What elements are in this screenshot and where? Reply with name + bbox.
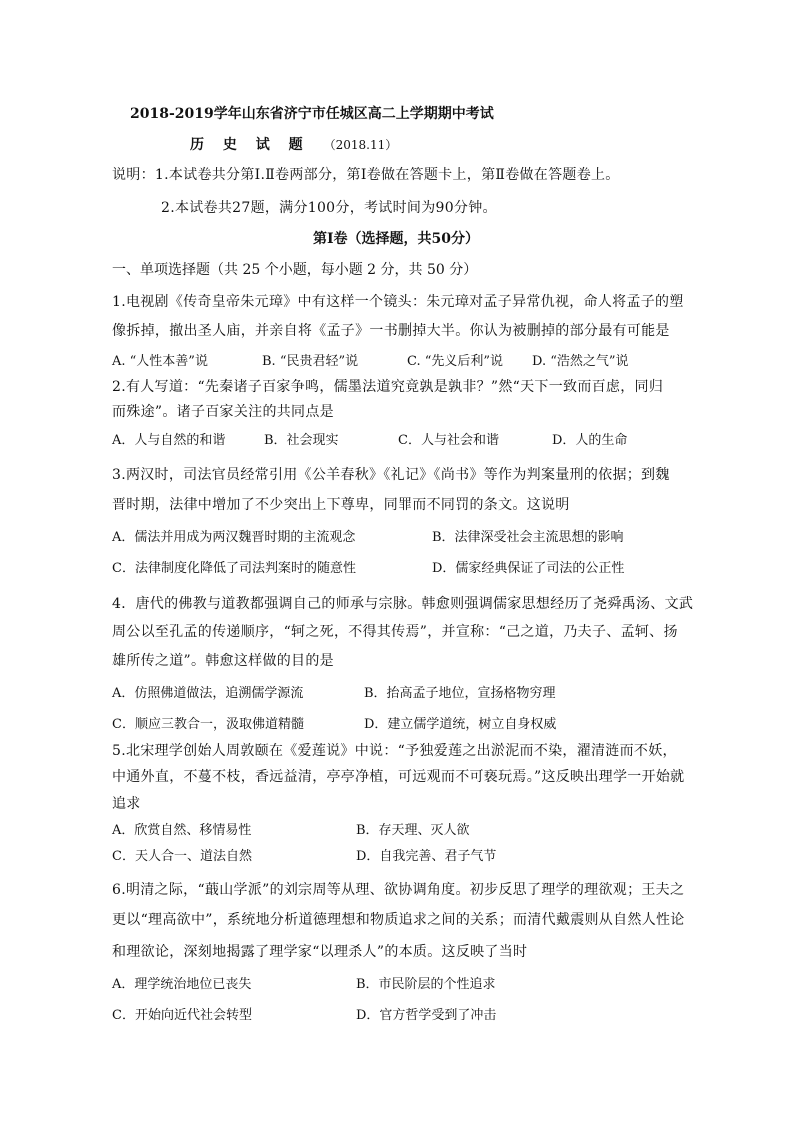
exam-subtitle bbox=[190, 135, 397, 155]
question-6-option-a[interactable]: A．理学统治地位已丧失 bbox=[112, 977, 252, 992]
question-3-option-b[interactable]: B．法律深受社会主流思想的影响 bbox=[432, 530, 624, 545]
question-6-option-c[interactable]: C．开始向近代社会转型 bbox=[112, 1008, 252, 1023]
exam-date: （2018.11） bbox=[323, 138, 398, 152]
part-one-heading: 第Ⅰ卷（选择题，共50分） bbox=[313, 231, 480, 247]
question-1-option-c[interactable]: C. “先义后利”说 bbox=[407, 354, 504, 369]
question-2-option-b[interactable]: B．社会现实 bbox=[264, 433, 339, 448]
question-4-line-1: 4．唐代的佛教与道教都强调自己的师承与宗脉。韩愈则强调儒家思想经历了尧舜禹汤、文武 bbox=[112, 596, 694, 612]
question-6-line-3: 和理欲论，深刻地揭露了理学家“以理杀人”的本质。这反映了当时 bbox=[112, 944, 528, 960]
question-4-option-c[interactable]: C．顺应三教合一，汲取佛道精髓 bbox=[112, 717, 304, 732]
question-1-line-1: 1.电视剧《传奇皇帝朱元璋》中有这样一个镜头：朱元璋对孟子异常仇视，命人将孟子的塑 bbox=[112, 294, 684, 310]
question-4-option-b[interactable]: B．抬高孟子地位，宣扬格物穷理 bbox=[364, 686, 556, 701]
question-4-option-d[interactable]: D．建立儒学道统，树立自身权威 bbox=[364, 717, 557, 732]
question-6-line-2: 更以“理高欲中”，系统地分析道德理想和物质追求之间的关系；而清代戴震则从自然人性论 bbox=[112, 912, 685, 928]
question-1-line-2: 像拆掉，撤出圣人庙，并亲自将《孟子》一书删掉大半。你认为被删掉的部分最有可能是 bbox=[112, 323, 670, 339]
question-3-line-1: 3.两汉时，司法官员经常引用《公羊春秋》《礼记》《尚书》等作为判案量刑的依据；到魏 bbox=[112, 467, 670, 483]
question-5-line-3: 追求 bbox=[112, 796, 141, 812]
question-2-option-c[interactable]: C．人与社会和谐 bbox=[398, 433, 499, 448]
section-one-heading: 一、单项选择题（共 25 个小题，每小题 2 分，共 50 分） bbox=[112, 262, 478, 278]
question-3-option-d[interactable]: D．儒家经典保证了司法的公正性 bbox=[432, 561, 625, 576]
question-1-option-a[interactable]: A. “人性本善”说 bbox=[112, 354, 208, 369]
question-1-option-d[interactable]: D. “浩然之气”说 bbox=[532, 354, 629, 369]
question-3-option-c[interactable]: C．法律制度化降低了司法判案时的随意性 bbox=[112, 561, 356, 576]
question-4-option-a[interactable]: A．仿照佛道做法，追溯儒学源流 bbox=[112, 686, 304, 701]
question-2-line-1: 2.有人写道：“先秦诸子百家争鸣，儒墨法道究竟孰是孰非？”然“天下一致而百虑，同归 bbox=[112, 379, 664, 395]
instruction-line-2: 2.本试卷共27题，满分100分，考试时间为90分钟。 bbox=[161, 200, 497, 216]
exam-title: 2018-2019学年山东省济宁市任城区高二上学期期中考试 bbox=[130, 106, 494, 122]
question-2-option-a[interactable]: A．人与自然的和谐 bbox=[112, 433, 226, 448]
question-2-option-d[interactable]: D．人的生命 bbox=[552, 433, 628, 448]
question-6-option-d[interactable]: D．官方哲学受到了冲击 bbox=[356, 1008, 497, 1023]
question-4-line-3: 雄所传之道”。韩愈这样做的目的是 bbox=[112, 653, 334, 669]
question-5-option-c[interactable]: C．天人合一、道法自然 bbox=[112, 849, 252, 864]
question-1-option-b[interactable]: B. “民贵君轻”说 bbox=[262, 354, 359, 369]
question-6-line-1: 6.明清之际，“蕺山学派”的刘宗周等从理、欲协调角度。初步反思了理学的理欲观；王夫之 bbox=[112, 882, 685, 898]
question-6-option-b[interactable]: B．市民阶层的个性追求 bbox=[356, 977, 496, 992]
question-5-option-d[interactable]: D．自我完善、君子气节 bbox=[356, 849, 497, 864]
question-1-options bbox=[112, 352, 629, 372]
question-3-line-2: 晋时期，法律中增加了不少突出上下尊卑，同罪而不同罚的条文。这说明 bbox=[112, 497, 570, 513]
subject-name: 历 史 试 题 bbox=[190, 137, 310, 153]
question-5-line-1: 5.北宋理学创始人周敦颐在《爱莲说》中说：“予独爱莲之出淤泥而不染，濯清涟而不妖， bbox=[112, 743, 677, 759]
question-5-line-2: 中通外直，不蔓不枝，香远益清，亭亭净植，可远观而不可亵玩焉。”这反映出理学一开始就 bbox=[112, 769, 685, 785]
question-4-line-2: 周公以至孔孟的传递顺序，“轲之死，不得其传焉”，并宣称：“己之道，乃夫子、孟轲、扬 bbox=[112, 624, 678, 640]
instruction-line-1: 说明：1.本试卷共分第Ⅰ.Ⅱ卷两部分，第Ⅰ卷做在答题卡上，第Ⅱ卷做在答题卷上。 bbox=[112, 167, 620, 183]
question-5-option-a[interactable]: A．欣赏自然、移情易性 bbox=[112, 823, 252, 838]
question-5-option-b[interactable]: B．存天理、灭人欲 bbox=[356, 823, 470, 838]
question-3-option-a[interactable]: A．儒法并用成为两汉魏晋时期的主流观念 bbox=[112, 530, 356, 545]
question-2-line-2: 而殊途”。诸子百家关注的共同点是 bbox=[112, 404, 334, 420]
